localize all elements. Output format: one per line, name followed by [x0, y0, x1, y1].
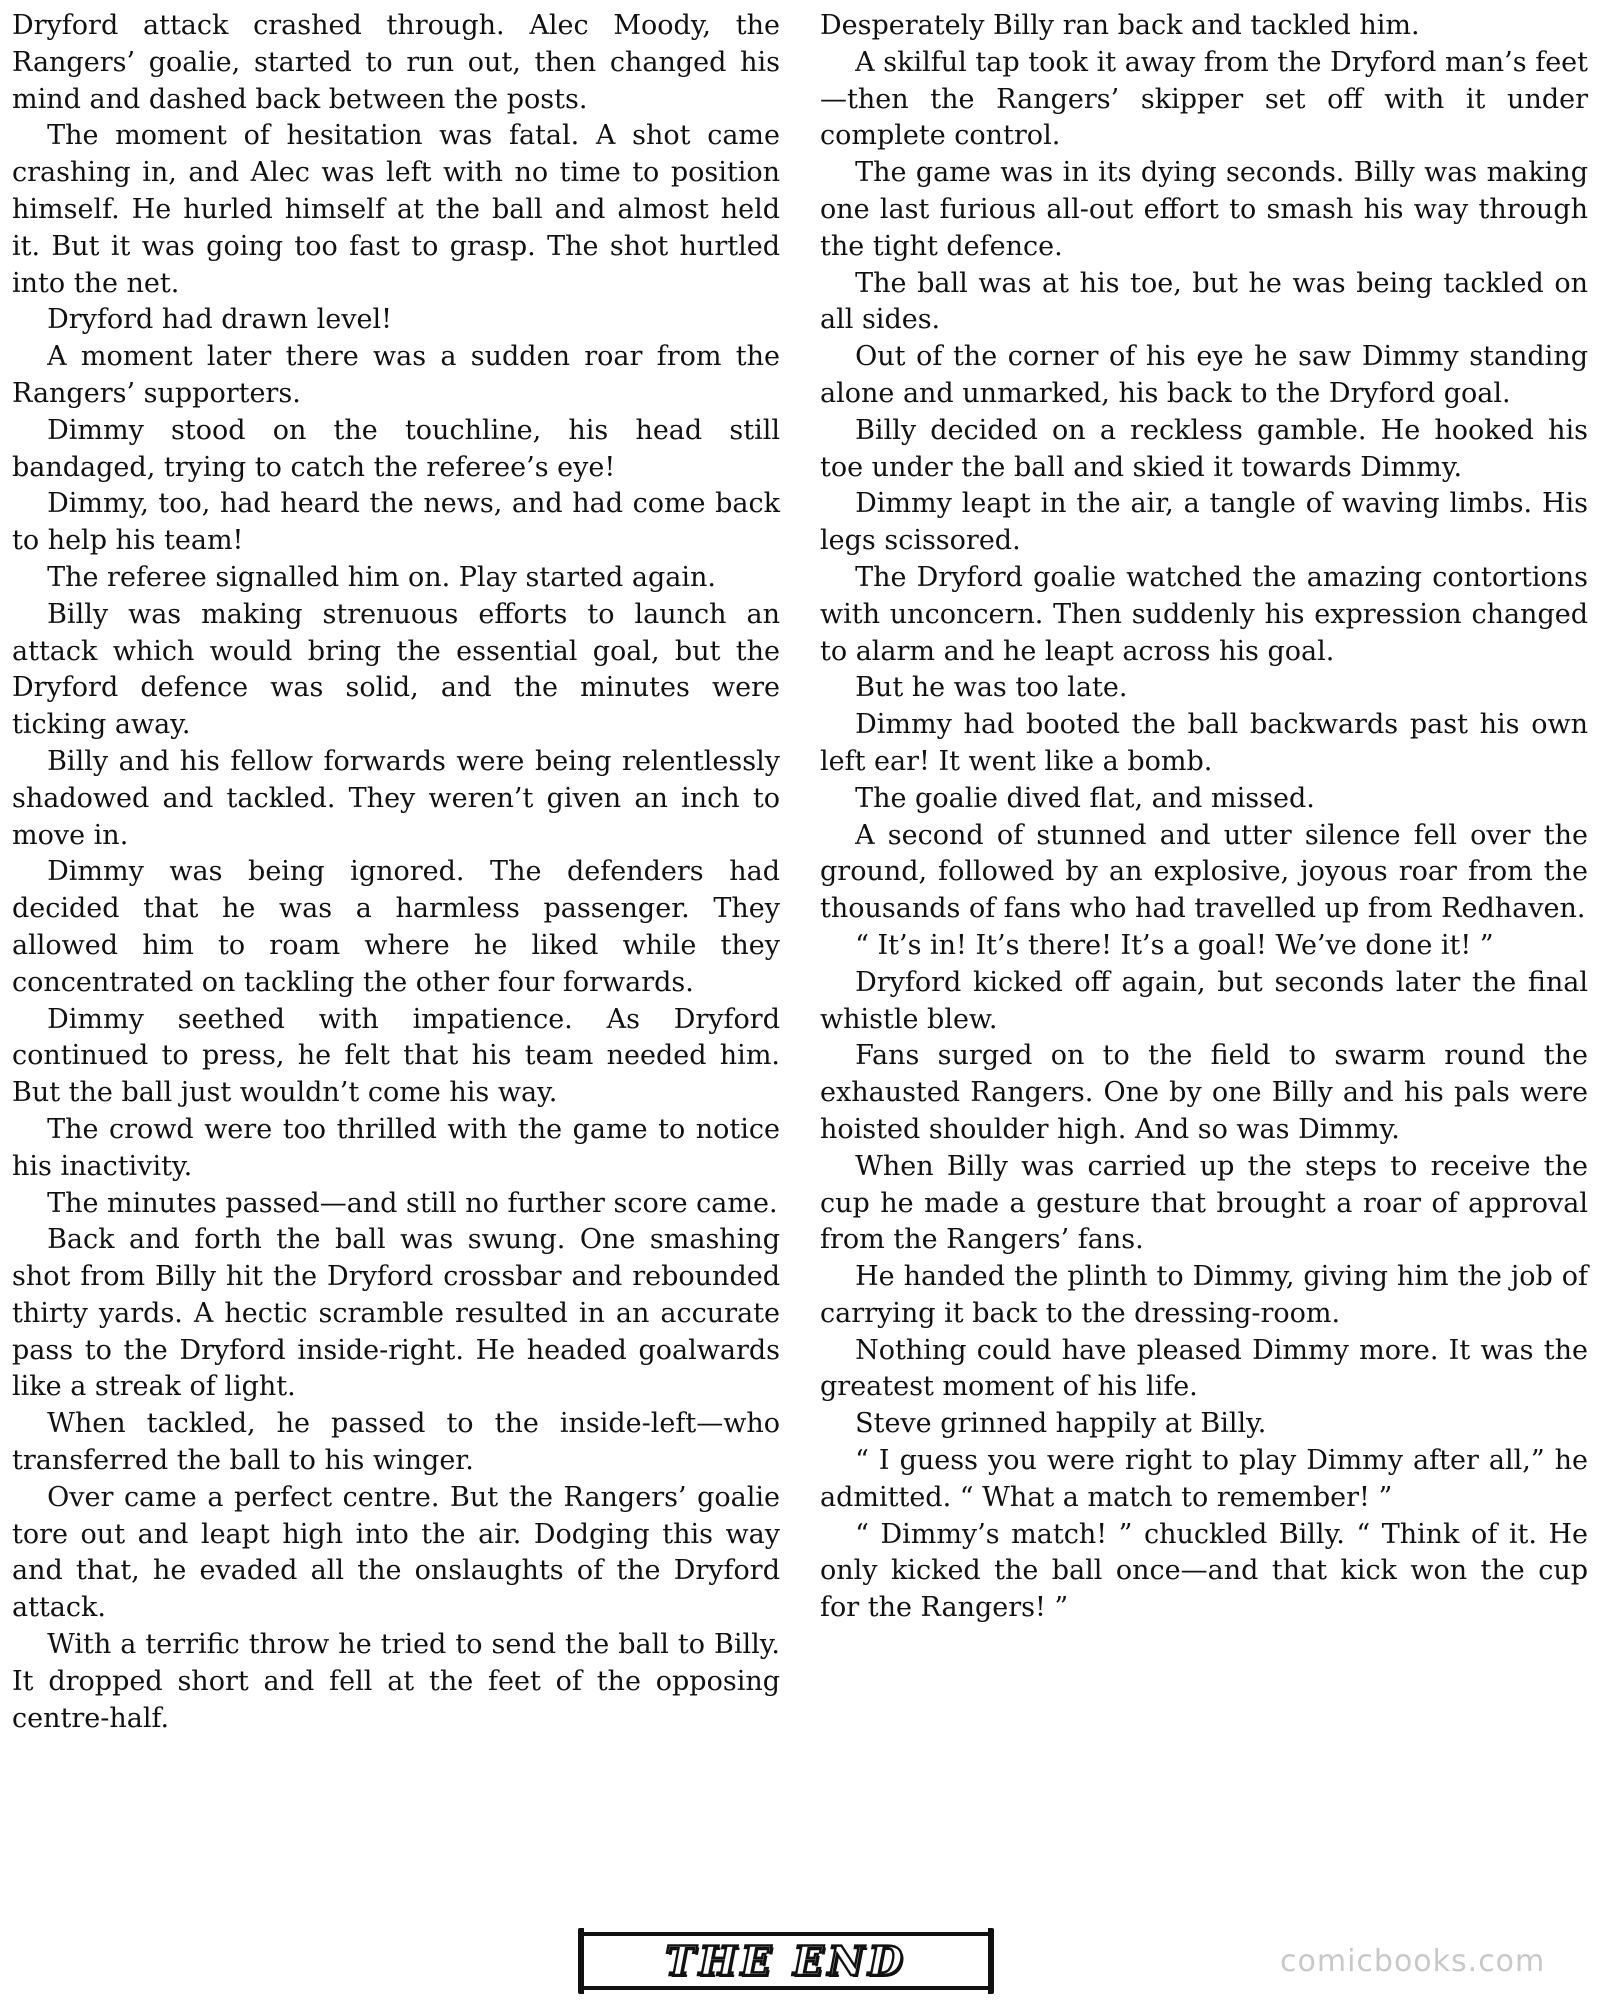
story-paragraph: The crowd were too thrilled with the game to notice his inactivity. [12, 1113, 780, 1182]
story-paragraph: Billy and his fellow forwards were being relentlessly shadowed and tackled. They weren’t given an inch to move in. [12, 745, 780, 851]
story-paragraph: A moment later there was a sudden roar from the Rangers’ supporters. [12, 341, 780, 409]
right-column [820, 8, 1588, 1828]
story-paragraph: Dimmy seethed with impatience. As Dryford continued to press, he felt that his team needed him. But the ball just wouldn’t come his way. [12, 1003, 780, 1109]
watermark: comicbooks.com [1280, 1944, 1546, 1979]
story-paragraph: The moment of hesitation was fatal. A shot came crashing in, and Alec was left with no time to position himself. He hurled himself at the ball and almost held it. But it was going too fast to grasp. The shot hurtled into the net. [12, 120, 780, 299]
left-column [12, 8, 780, 1828]
story-paragraph: Dimmy, too, had heard the news, and had come back to help his team! [12, 488, 780, 557]
story-paragraph: The ball was at his toe, but he was being tackled on all sides. [820, 267, 1588, 336]
story-page [12, 8, 1588, 1828]
story-paragraph: Out of the corner of his eye he saw Dimmy standing alone and unmarked, his back to the Dryford goal. [820, 341, 1588, 409]
story-paragraph: When tackled, he passed to the inside-left—who transferred the ball to his winger. [12, 1408, 780, 1477]
story-paragraph: The referee signalled him on. Play started again. [47, 561, 716, 593]
story-paragraph: Fans surged on to the field to swarm round the exhausted Rangers. One by one Billy and his pals were hoisted shoulder high. And so was Dimmy. [820, 1040, 1588, 1145]
story-paragraph: Billy was making strenuous efforts to launch an attack which would bring the essential goal, but the Dryford defence was solid, and the minutes were ticking away. [12, 598, 780, 741]
story-paragraph: But he was too late. [855, 672, 1128, 704]
story-paragraph: A skilful tap took it away from the Dryford man’s feet—then the Rangers’ skipper set off with it under complete control. [820, 46, 1588, 152]
story-paragraph: The game was in its dying seconds. Billy was making one last furious all-out effort to smash his way through the tight defence. [820, 157, 1588, 262]
story-paragraph: Dryford attack crashed through. Alec Moody, the Rangers’ goalie, started to run out, then changed his mind and dashed back between the posts. [12, 10, 780, 115]
story-paragraph: “ It’s in! It’s there! It’s a goal! We’ve done it! ” [855, 929, 1494, 961]
the-end-text: THE END [665, 1937, 907, 1985]
story-paragraph: Back and forth the ball was swung. One smashing shot from Billy hit the Dryford crossbar and rebounded thirty yards. A hectic scramble resulted in an accurate pass to the Dryford inside-right. He headed goalwards like a streak of light. [12, 1224, 780, 1403]
story-paragraph: The goalie dived flat, and missed. [855, 782, 1315, 814]
story-paragraph: Dimmy stood on the touchline, his head still bandaged, trying to catch the referee’s eye! [12, 414, 780, 483]
story-paragraph: When Billy was carried up the steps to receive the cup he made a gesture that brought a roar of approval from the Rangers’ fans. [820, 1150, 1588, 1256]
story-paragraph: Desperately Billy ran back and tackled him. [820, 10, 1420, 41]
story-paragraph: Steve grinned happily at Billy. [855, 1408, 1267, 1440]
story-paragraph: Dryford kicked off again, but seconds later the final whistle blew. [820, 966, 1588, 1035]
story-paragraph: Nothing could have pleased Dimmy more. It was the greatest moment of his life. [820, 1334, 1588, 1403]
story-paragraph: “ I guess you were right to play Dimmy after all,” he admitted. “ What a match to remember! ” [820, 1445, 1588, 1513]
story-paragraph: Dimmy had booted the ball backwards past his own left ear! It went like a bomb. [820, 709, 1588, 777]
story-paragraph: The Dryford goalie watched the amazing contortions with unconcern. Then suddenly his expression changed to alarm and he leapt across his goal. [820, 561, 1588, 667]
story-paragraph: Dimmy was being ignored. The defenders had decided that he was a harmless passenger. They allowed him to roam where he liked while they concentrated on tackling the other four forwards. [12, 856, 780, 998]
story-paragraph: The minutes passed—and still no further score came. [47, 1187, 778, 1219]
story-paragraph: A second of stunned and utter silence fell over the ground, followed by an explosive, joyous roar from the thousands of fans who had travelled up from Redhaven. [820, 819, 1588, 925]
story-paragraph: “ Dimmy’s match! ” chuckled Billy. “ Think of it. He only kicked the ball once—and that kick won the cup for the Rangers! ” [820, 1518, 1588, 1624]
story-paragraph: Dryford had drawn level! [47, 304, 392, 336]
story-paragraph: Over came a perfect centre. But the Rangers’ goalie tore out and leapt high into the air. Dodging this way and that, he evaded all the onslaughts of the Dryford attack. [12, 1481, 780, 1624]
story-paragraph: He handed the plinth to Dimmy, giving him the job of carrying it back to the dressing-room. [820, 1261, 1588, 1329]
story-paragraph: Dimmy leapt in the air, a tangle of waving limbs. His legs scissored. [820, 488, 1588, 557]
the-end-banner [578, 1932, 994, 1990]
story-paragraph: Billy decided on a reckless gamble. He hooked his toe under the ball and skied it towards Dimmy. [820, 414, 1588, 483]
story-paragraph: With a terrific throw he tried to send the ball to Billy. It dropped short and fell at the feet of the opposing centre-half. [12, 1629, 780, 1734]
